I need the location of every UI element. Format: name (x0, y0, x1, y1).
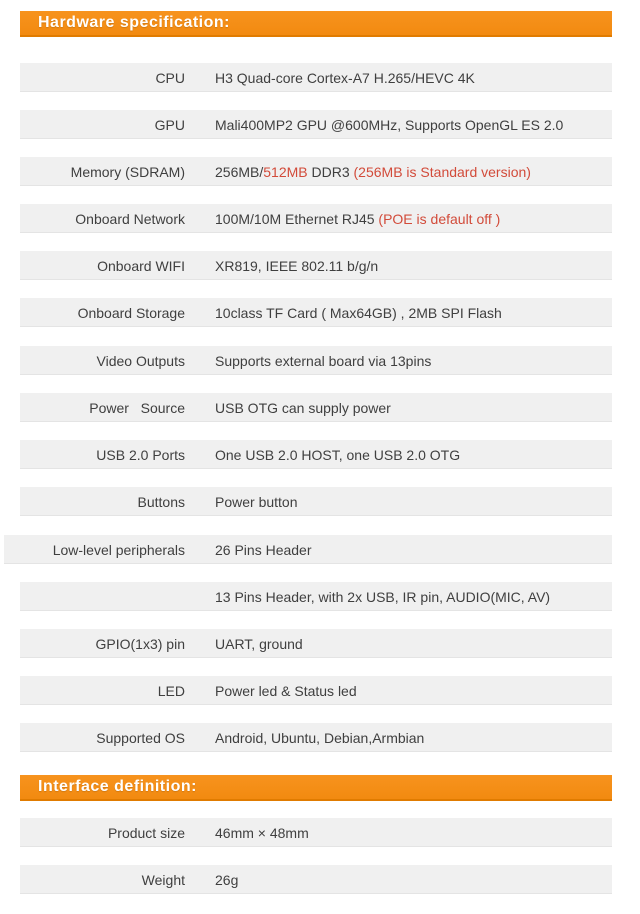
spec-value: UART, ground (215, 636, 303, 652)
spec-label: Onboard Storage (77, 305, 185, 321)
spec-row-network (20, 204, 612, 233)
spec-label: Product size (107, 825, 185, 841)
memory-note: (256MB is Standard version) (353, 164, 531, 180)
spec-label: Weight (141, 872, 185, 888)
spec-row-os (20, 723, 612, 752)
spec-row-weight (20, 865, 612, 894)
spec-row-video (20, 346, 612, 375)
memory-option: 512MB (263, 164, 308, 180)
spec-value: Power button (215, 494, 298, 510)
spec-label: GPU (154, 117, 185, 133)
spec-value: 13 Pins Header, with 2x USB, IR pin, AUDIO(MIC, AV) (215, 589, 551, 605)
spec-value: USB OTG can supply power (215, 400, 391, 416)
spec-label: Video Outputs (96, 353, 185, 369)
spec-label: Low-level peripherals (52, 542, 185, 558)
network-note: (POE is default off ) (378, 211, 501, 227)
spec-value: 26g (215, 872, 239, 888)
spec-label: Buttons (137, 494, 185, 510)
memory-base: 256MB/ (215, 164, 264, 180)
spec-label: Power Source (89, 400, 185, 416)
spec-row-storage (20, 298, 612, 327)
spec-value (215, 164, 531, 180)
spec-value: XR819, IEEE 802.11 b/g/n (215, 258, 379, 274)
spec-value: One USB 2.0 HOST, one USB 2.0 OTG (215, 447, 461, 463)
spec-row-buttons (20, 487, 612, 516)
spec-row-led (20, 676, 612, 705)
spec-row-wifi (20, 251, 612, 280)
spec-label: LED (157, 683, 185, 699)
spec-label: Onboard Network (75, 211, 185, 227)
spec-value: 46mm × 48mm (215, 825, 309, 841)
interface-definition-title: Interface definition: (38, 778, 197, 795)
spec-value: Supports external board via 13pins (215, 353, 432, 369)
spec-row-peripherals (4, 535, 612, 564)
spec-label: Onboard WIFI (97, 258, 185, 274)
memory-type: DDR3 (307, 164, 354, 180)
spec-row-power (20, 393, 612, 422)
spec-label: Memory (SDRAM) (70, 164, 185, 180)
spec-value: Mali400MP2 GPU @600MHz, Supports OpenGL ES 2.0 (215, 117, 564, 133)
interface-definition-banner (20, 775, 612, 801)
spec-row-memory (20, 157, 612, 186)
network-main: 100M/10M Ethernet RJ45 (215, 211, 379, 227)
spec-value (215, 211, 500, 227)
spec-label: CPU (155, 70, 185, 86)
spec-row-cpu (20, 63, 612, 92)
hardware-spec-title: Hardware specification: (38, 14, 230, 31)
spec-row-13pins (20, 582, 612, 611)
spec-value: Power led & Status led (215, 683, 357, 699)
hardware-spec-banner (20, 11, 612, 37)
spec-value: 26 Pins Header (215, 542, 312, 558)
spec-row-usb (20, 440, 612, 469)
spec-value: Android, Ubuntu, Debian,Armbian (215, 730, 425, 746)
spec-label: USB 2.0 Ports (96, 447, 185, 463)
spec-label: GPIO(1x3) pin (95, 636, 185, 652)
spec-row-gpio (20, 629, 612, 658)
spec-row-gpu (20, 110, 612, 139)
spec-value: 10class TF Card ( Max64GB) , 2MB SPI Flash (215, 305, 502, 321)
spec-row-size (20, 818, 612, 847)
spec-value: H3 Quad-core Cortex-A7 H.265/HEVC 4K (215, 70, 475, 86)
spec-label: Supported OS (96, 730, 185, 746)
